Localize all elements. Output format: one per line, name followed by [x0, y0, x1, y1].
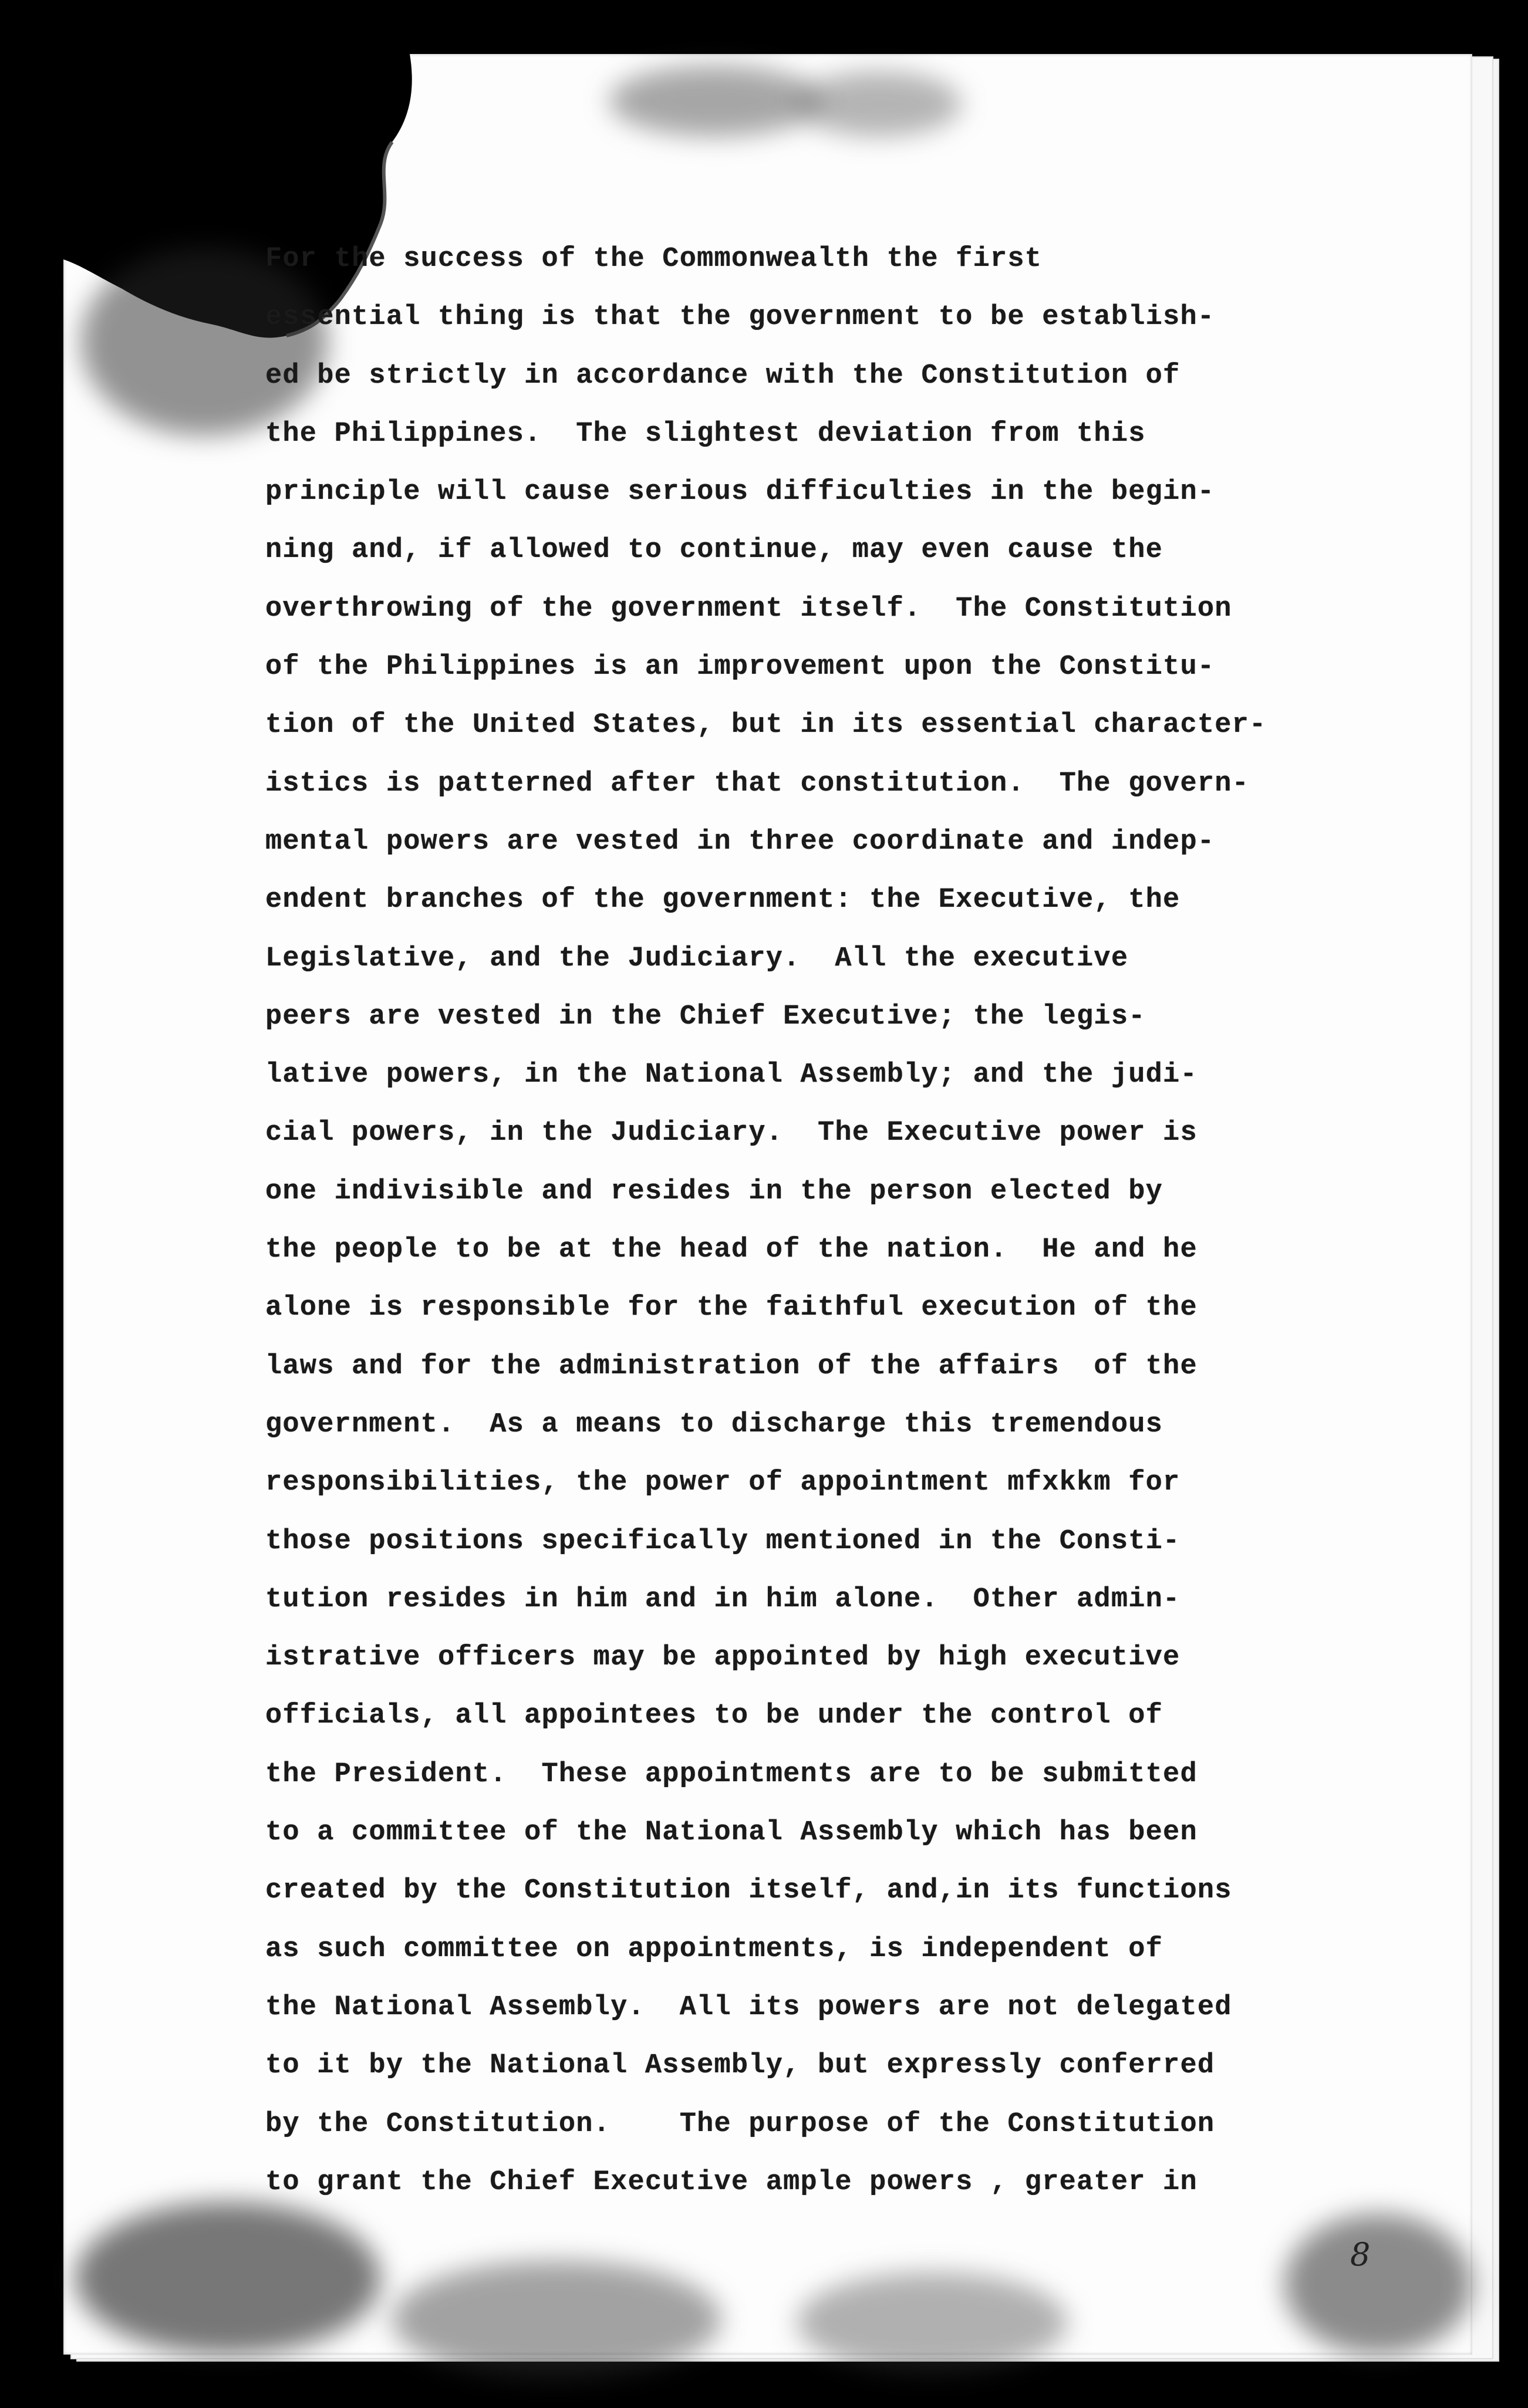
text-line: essential thing is that the government to be establish-	[265, 302, 1215, 333]
text-line: Legislative, and the Judiciary. All the executive	[265, 943, 1129, 974]
text-line: officials, all appointees to be under the control of	[265, 1700, 1163, 1732]
stain	[609, 66, 821, 136]
stain	[1284, 2214, 1472, 2355]
text-line: principle will cause serious difficulties in the begin-	[265, 477, 1215, 508]
text-line: to a committee of the National Assembly which has been	[265, 1817, 1198, 1849]
text-line: the National Assembly. All its powers are not delegated	[265, 1991, 1232, 2023]
text-line: the Philippines. The slightest deviation from this	[265, 418, 1146, 450]
text-line: created by the Constitution itself, and,in its functions	[265, 1875, 1232, 1907]
text-line: For the success of the Commonwealth the first	[265, 244, 1043, 275]
text-line: ed be strictly in accordance with the Constitution of	[265, 360, 1180, 391]
stain	[392, 2261, 721, 2378]
text-line: mental powers are vested in three coordinate and indep-	[265, 826, 1215, 857]
text-line: by the Constitution. The purpose of the Constitution	[265, 2108, 1215, 2140]
stain	[797, 2272, 1067, 2372]
text-line: istrative officers may be appointed by high executive	[265, 1642, 1180, 1674]
text-line: to it by the National Assembly, but expressly conferred	[265, 2050, 1215, 2082]
text-line: istics is patterned after that constitution. The govern-	[265, 768, 1250, 799]
stain	[797, 72, 962, 136]
text-line: cial powers, in the Judiciary. The Executive power is	[265, 1117, 1198, 1149]
text-line: those positions specifically mentioned in the Consti-	[265, 1525, 1180, 1557]
stain	[75, 2202, 380, 2355]
text-line: lative powers, in the National Assembly; and the judi-	[265, 1059, 1198, 1091]
body-text	[265, 230, 1381, 2211]
page-mark: 8	[1350, 2236, 1371, 2273]
text-line: as such committee on appointments, is independent of	[265, 1933, 1163, 1965]
text-line: responsibilities, the power of appointment mfxkkm for	[265, 1467, 1180, 1499]
text-line: to grant the Chief Executive ample powers , greater in	[265, 2166, 1198, 2198]
text-line: peers are vested in the Chief Executive; the legis-	[265, 1001, 1146, 1032]
text-line: ning and, if allowed to continue, may even cause the	[265, 535, 1163, 566]
text-line: alone is responsible for the faithful execution of the	[265, 1292, 1198, 1324]
text-line: of the Philippines is an improvement upon the Constitu-	[265, 651, 1215, 683]
text-line: tion of the United States, but in its essential character-	[265, 710, 1267, 741]
text-line: the people to be at the head of the nation. He and he	[265, 1234, 1198, 1266]
text-line: tution resides in him and in him alone. Other admin-	[265, 1583, 1180, 1615]
text-line: government. As a means to discharge this tremendous	[265, 1409, 1163, 1440]
text-line: laws and for the administration of the affairs of the	[265, 1350, 1198, 1382]
text-line: one indivisible and resides in the person elected by	[265, 1176, 1163, 1207]
text-line: the President. These appointments are to be submitted	[265, 1758, 1198, 1790]
text-line: endent branches of the government: the Executive, the	[265, 884, 1180, 916]
text-line: overthrowing of the government itself. The Constitution	[265, 593, 1232, 624]
